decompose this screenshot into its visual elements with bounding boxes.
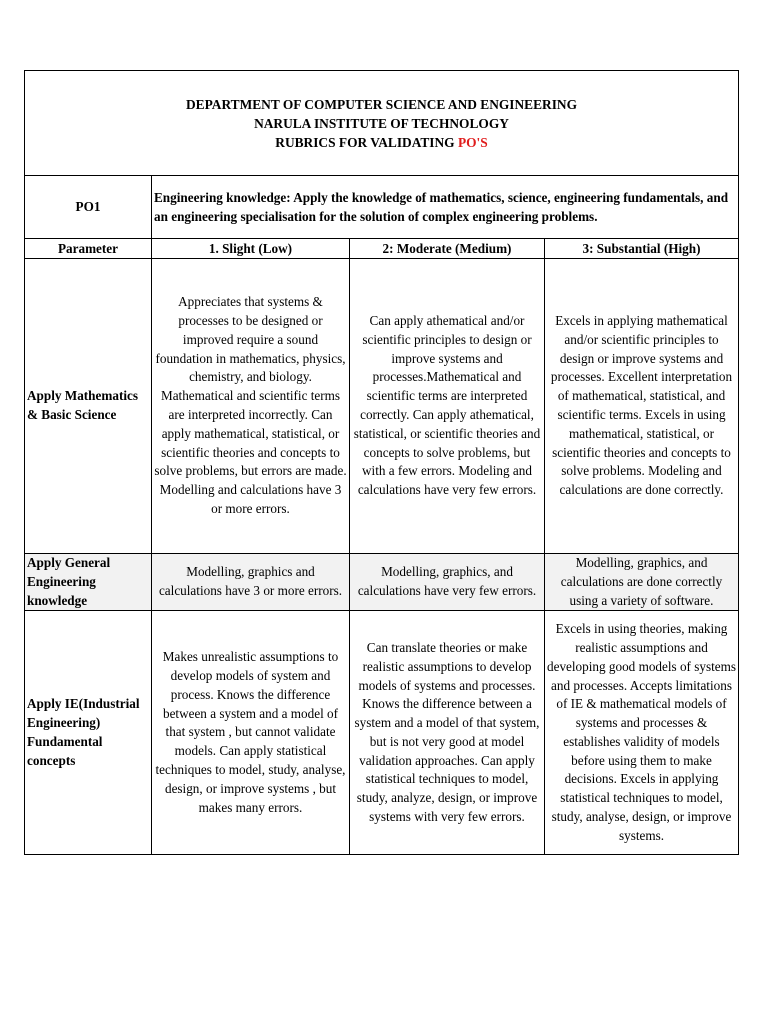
rubric-title — [27, 133, 736, 152]
rubric-title-prefix: RUBRICS FOR VALIDATING — [275, 134, 458, 150]
rubric-table — [24, 70, 739, 855]
medium-criteria: Can apply athematical and/or scientific principles to design or improve systems and processes.Mathematical and scientific terms are interpreted correctly. Can apply athematical, statistical, or scientific theories and concepts to solve problems, but with a few errors. Modeling and calculations have very few errors. — [350, 259, 545, 554]
low-criteria: Makes unrealistic assumptions to develop models of system and process. Knows the difference between a system and a model of that system , but cannot validate models. Can apply statistical techniques to model, study, analyse, design, or improve systems , but makes many errors. — [152, 611, 350, 855]
rubric-title-highlight: PO'S — [457, 134, 488, 150]
po-row — [25, 176, 739, 239]
table-row — [25, 611, 739, 855]
column-header-parameter: Parameter — [25, 239, 152, 259]
low-criteria: Appreciates that systems & processes to be designed or improved require a sound foundation in mathematics, physics, chemistry, and biology. Mathematical and scientific terms are interpreted incorrectly. Can apply mathematical, statistical, or scientific theories and concepts to solve problems, but errors are made. Modelling and calculations have 3 or more errors. — [152, 259, 350, 554]
column-header-row — [25, 239, 739, 259]
institute-title: NARULA INSTITUTE OF TECHNOLOGY — [254, 115, 509, 131]
parameter-label: Apply Mathematics & Basic Science — [25, 259, 152, 554]
high-criteria: Modelling, graphics, and calculations are done correctly using a variety of software. — [545, 554, 739, 611]
medium-criteria: Can translate theories or make realistic assumptions to develop models of systems and processes. Knows the difference between a system and a model of that system, but is not very good at model validation approaches. Can apply statistical techniques to model, study, analyze, design, or improve systems with very few errors. — [350, 611, 545, 855]
column-header-medium: 2: Moderate (Medium) — [350, 239, 545, 259]
header-cell — [25, 71, 739, 176]
column-header-high: 3: Substantial (High) — [545, 239, 739, 259]
po-label: PO1 — [25, 176, 152, 239]
medium-criteria: Modelling, graphics, and calculations have very few errors. — [350, 554, 545, 611]
table-row — [25, 259, 739, 554]
high-criteria: Excels in applying mathematical and/or scientific principles to design or improve systems and processes. Excellent interpretation of mathematical, statistical, and scientific terms. Excels in using mathematical, statistical, or scientific theories and concepts to solve problems. Modeling and calculations are done correctly. — [545, 259, 739, 554]
parameter-label: Apply General Engineering knowledge — [25, 554, 152, 611]
po-description: Engineering knowledge: Apply the knowledge of mathematics, science, engineering fundamentals, and an engineering specialisation for the solution of complex engineering problems. — [152, 176, 739, 239]
table-row — [25, 554, 739, 611]
rubric-sheet — [24, 70, 738, 855]
high-criteria: Excels in using theories, making realistic assumptions and developing good models of systems and processes. Accepts limitations of IE & mathematical models of systems and processes & establishes validity of models before using them to make decisions. Excels in applying statistical techniques to model, study, analyse, design, or improve systems. — [545, 611, 739, 855]
parameter-label: Apply IE(Industrial Engineering) Fundamental concepts — [25, 611, 152, 855]
low-criteria: Modelling, graphics and calculations have 3 or more errors. — [152, 554, 350, 611]
column-header-low: 1. Slight (Low) — [152, 239, 350, 259]
document-header — [25, 71, 739, 176]
department-title: DEPARTMENT OF COMPUTER SCIENCE AND ENGINEERING — [186, 96, 577, 112]
